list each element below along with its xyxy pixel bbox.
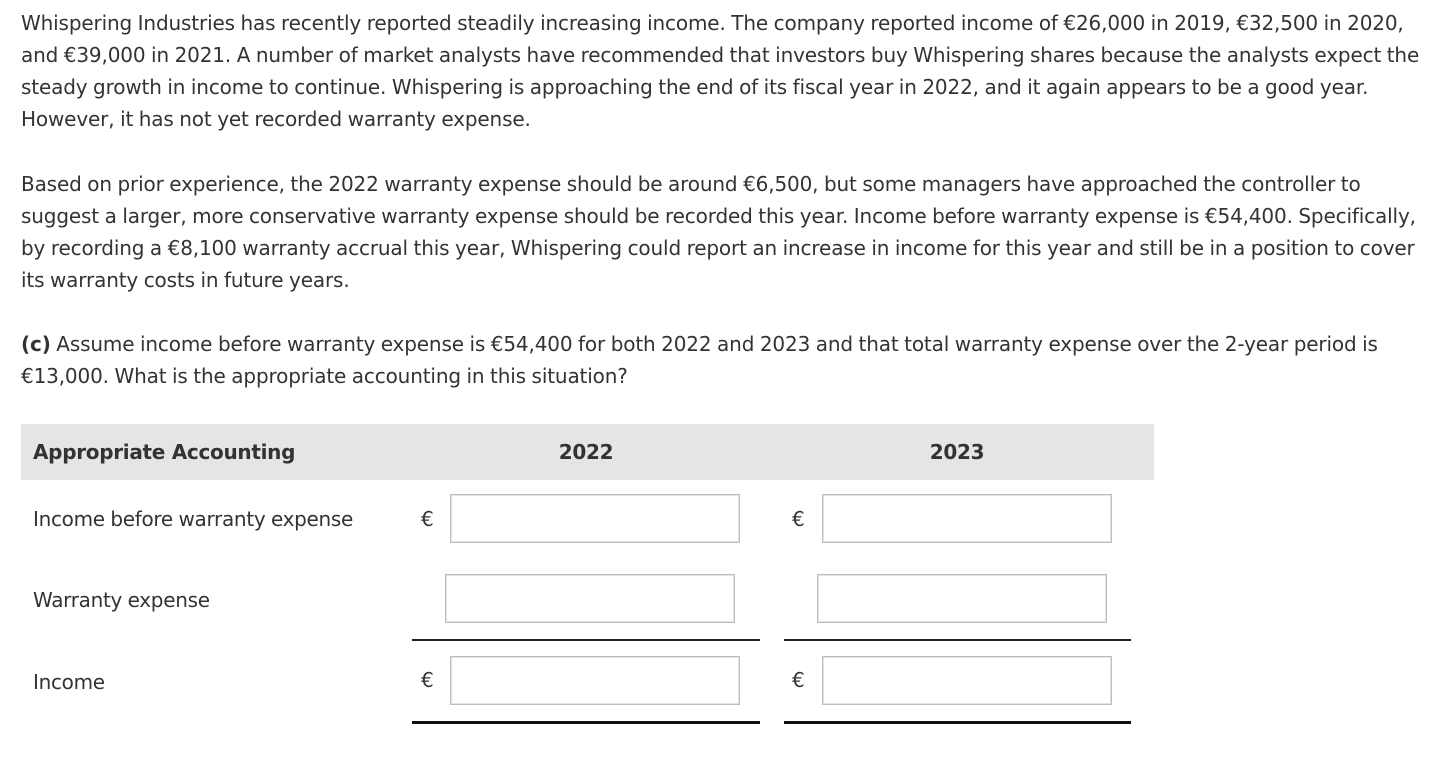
total-line-2023 bbox=[784, 721, 1131, 724]
warranty-expense-2022-input[interactable] bbox=[445, 574, 735, 623]
currency-symbol: € bbox=[421, 668, 434, 692]
question-text: Assume income before warranty expense is €54,400 for both 2022 and 2023 and that total warranty expense over the 2-year period is €13,000. What is the appropriate accounting in this situation? bbox=[21, 332, 1378, 388]
column-header-2023: 2023 bbox=[929, 440, 985, 464]
row-label-warranty-expense: Warranty expense bbox=[33, 588, 210, 612]
row-label-income: Income bbox=[33, 670, 105, 694]
currency-symbol: € bbox=[792, 668, 805, 692]
income-before-warranty-2023-input[interactable] bbox=[822, 494, 1112, 543]
problem-paragraph-1: Whispering Industries has recently reported steadily increasing income. The company reported income of €26,000 in 2019, €32,500 in 2020, and €39,000 in 2021. A number of market analysts have recommended that investors buy Whispering shares because the analysts expect the steady growth in income to continue. Whispering is approaching the end of its fiscal year in 2022, and it again appears to be a good year. However, it has not yet recorded warranty expense. bbox=[21, 11, 1420, 131]
table-header bbox=[21, 424, 1154, 480]
column-header-2022: 2022 bbox=[558, 440, 614, 464]
income-2023-input[interactable] bbox=[822, 656, 1112, 705]
subtotal-line-2023 bbox=[784, 639, 1131, 641]
row-label-income-before-warranty: Income before warranty expense bbox=[33, 507, 354, 531]
currency-symbol: € bbox=[792, 507, 805, 531]
part-label: (c) bbox=[21, 332, 51, 356]
question-part-c bbox=[21, 328, 1421, 392]
column-header-label: Appropriate Accounting bbox=[33, 440, 296, 464]
warranty-expense-2023-input[interactable] bbox=[817, 574, 1107, 623]
currency-symbol: € bbox=[421, 507, 434, 531]
subtotal-line-2022 bbox=[412, 639, 760, 641]
total-line-2022 bbox=[412, 721, 760, 724]
income-before-warranty-2022-input[interactable] bbox=[450, 494, 740, 543]
problem-paragraph-2: Based on prior experience, the 2022 warranty expense should be around €6,500, but some managers have approached the controller to suggest a larger, more conservative warranty expense should be recorded this year. Income before warranty expense is €54,400. Specifically, by recording a €8,100 warranty accrual this year, Whispering could report an increase in income for this year and still be in a position to cover its warranty costs in future years. bbox=[21, 172, 1416, 292]
income-2022-input[interactable] bbox=[450, 656, 740, 705]
